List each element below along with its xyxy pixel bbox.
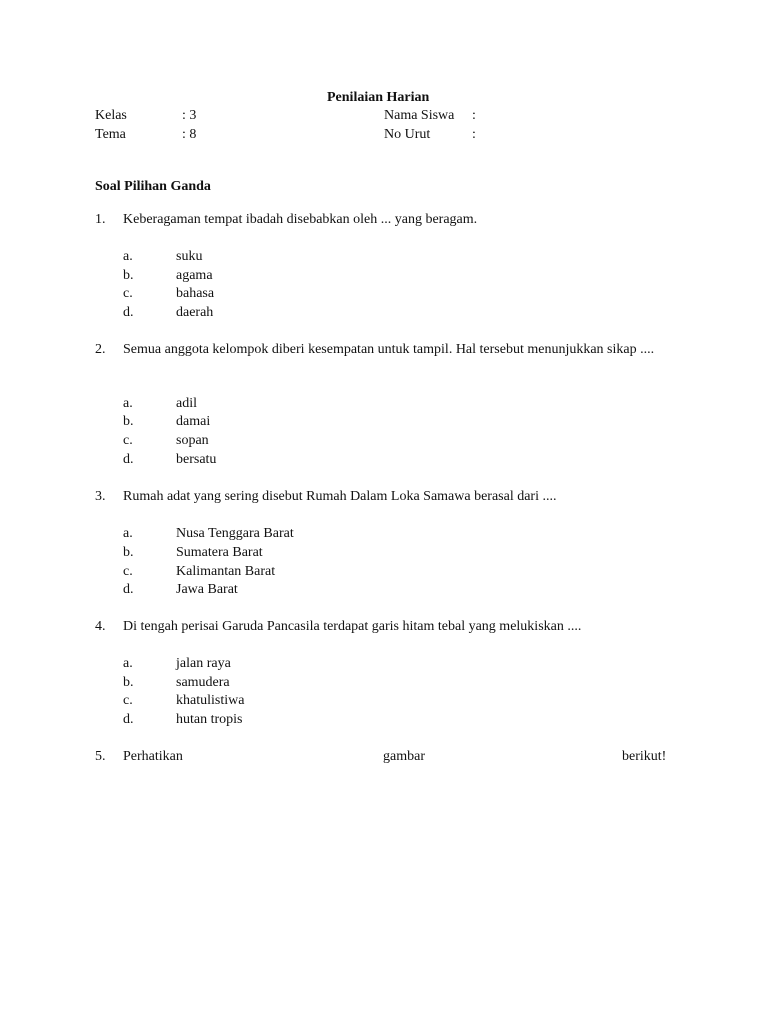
option-letter: a. bbox=[123, 526, 133, 541]
option-text: agama bbox=[176, 268, 213, 283]
option-letter: b. bbox=[123, 675, 134, 690]
option-letter: b. bbox=[123, 545, 134, 560]
option-letter: a. bbox=[123, 396, 133, 411]
question-word: gambar bbox=[383, 749, 425, 764]
option-letter: d. bbox=[123, 582, 134, 597]
tema-value: : 8 bbox=[182, 127, 197, 142]
question-word: Perhatikan bbox=[123, 749, 183, 764]
option-text: damai bbox=[176, 414, 211, 429]
option-text: adil bbox=[176, 396, 197, 411]
kelas-value: : 3 bbox=[182, 108, 197, 123]
option-text: khatulistiwa bbox=[176, 693, 245, 708]
nama-siswa-colon: : bbox=[472, 108, 476, 123]
option-text: Kalimantan Barat bbox=[176, 564, 276, 579]
option-text: hutan tropis bbox=[176, 712, 243, 727]
option-letter: c. bbox=[123, 286, 133, 301]
question-text: Rumah adat yang sering disebut Rumah Dalam Loka Samawa berasal dari .... bbox=[123, 489, 557, 504]
no-urut-colon: : bbox=[472, 127, 476, 142]
option-letter: a. bbox=[123, 249, 133, 264]
option-letter: d. bbox=[123, 452, 134, 467]
option-text: bersatu bbox=[176, 452, 217, 467]
question-number: 1. bbox=[95, 212, 106, 227]
option-text: bahasa bbox=[176, 286, 215, 301]
page-title: Penilaian Harian bbox=[327, 90, 430, 105]
option-text: Sumatera Barat bbox=[176, 545, 263, 560]
nama-siswa-label: Nama Siswa bbox=[384, 108, 455, 123]
option-text: daerah bbox=[176, 305, 214, 320]
option-letter: d. bbox=[123, 712, 134, 727]
option-text: sopan bbox=[176, 433, 209, 448]
option-text: jalan raya bbox=[176, 656, 231, 671]
question-number: 2. bbox=[95, 342, 106, 357]
no-urut-label: No Urut bbox=[384, 127, 431, 142]
section-title: Soal Pilihan Ganda bbox=[95, 179, 211, 194]
option-letter: d. bbox=[123, 305, 134, 320]
question-word: berikut! bbox=[622, 749, 667, 764]
option-letter: c. bbox=[123, 693, 133, 708]
option-letter: c. bbox=[123, 433, 133, 448]
tema-label: Tema bbox=[95, 127, 126, 142]
question-text: Keberagaman tempat ibadah disebabkan oleh ... yang beragam. bbox=[123, 212, 478, 227]
option-letter: b. bbox=[123, 268, 134, 283]
option-text: Jawa Barat bbox=[176, 582, 238, 597]
question-text: Semua anggota kelompok diberi kesempatan untuk tampil. Hal tersebut menunjukkan sikap .... bbox=[123, 342, 655, 357]
question-number: 3. bbox=[95, 489, 106, 504]
option-letter: b. bbox=[123, 414, 134, 429]
option-text: samudera bbox=[176, 675, 230, 690]
question-number: 4. bbox=[95, 619, 106, 634]
option-text: suku bbox=[176, 249, 203, 264]
question-number: 5. bbox=[95, 749, 106, 764]
kelas-label: Kelas bbox=[95, 108, 127, 123]
option-letter: a. bbox=[123, 656, 133, 671]
question-text: Di tengah perisai Garuda Pancasila terdapat garis hitam tebal yang melukiskan .... bbox=[123, 619, 582, 634]
option-text: Nusa Tenggara Barat bbox=[176, 526, 294, 541]
option-letter: c. bbox=[123, 564, 133, 579]
